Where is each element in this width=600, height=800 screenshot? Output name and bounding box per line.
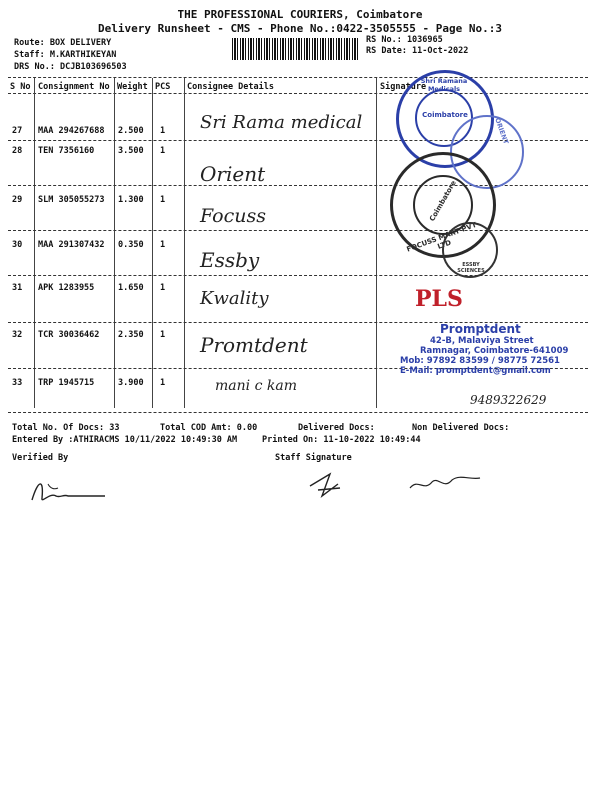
row-pcs: 1	[160, 195, 166, 205]
row-consignment: TCR 30036462	[38, 330, 100, 340]
verified-signature	[20, 470, 130, 510]
route-label: Route: BOX DELIVERY	[14, 38, 112, 48]
delivered-docs: Delivered Docs:	[298, 423, 375, 433]
handwritten-phone: 9489322629	[470, 393, 547, 407]
row-weight: 3.900	[118, 378, 144, 388]
row-weight: 1.300	[118, 195, 144, 205]
col-sno: S No	[10, 82, 31, 92]
company-title: THE PROFESSIONAL COURIERS, Coimbatore	[177, 8, 423, 21]
drs-label: DRS No.: DCJB103696503	[14, 62, 127, 72]
orient-stamp: ORIENT	[450, 115, 524, 189]
row-consignee-handwriting: Focuss	[200, 205, 266, 227]
col-consignee: Consignee Details	[187, 82, 274, 92]
col-weight: Weight	[117, 82, 148, 92]
row-pcs: 1	[160, 126, 166, 136]
staff-label: Staff: M.KARTHIKEYAN	[14, 50, 117, 60]
row-consignee-handwriting: Essby	[200, 248, 260, 272]
row-pcs: 1	[160, 240, 166, 250]
row-weight: 3.500	[118, 146, 144, 156]
row-sno: 33	[12, 378, 23, 388]
row-consignment: TEN 7356160	[38, 146, 95, 156]
row-sno: 30	[12, 240, 23, 250]
row-weight: 0.350	[118, 240, 144, 250]
essby-stamp: ESSBY SCIENCES	[442, 222, 498, 278]
rs-no: RS No.: 1036965	[366, 35, 443, 45]
row-pcs: 1	[160, 378, 166, 388]
row-pcs: 1	[160, 283, 166, 293]
row-pcs: 1	[160, 146, 166, 156]
entered-by: Entered By :ATHIRACMS 10/11/2022 10:49:30 AM	[12, 435, 238, 445]
total-cod: Total COD Amt: 0.00	[160, 423, 258, 433]
barcode	[232, 38, 360, 60]
col-signature: Signature	[380, 82, 427, 92]
row-sno: 29	[12, 195, 23, 205]
staff-signature	[300, 466, 490, 506]
row-consignee-handwriting: Orient	[200, 162, 266, 186]
row-sno: 28	[12, 146, 23, 156]
row-consignment: APK 1283955	[38, 283, 95, 293]
col-pcs: PCS	[155, 82, 171, 92]
row-consignment: MAA 291307432	[38, 240, 105, 250]
row-consignment: SLM 305055273	[38, 195, 105, 205]
focuss-stamp: FOCUSS MART PVT LTD Coimbatore	[390, 152, 496, 258]
row-weight: 1.650	[118, 283, 144, 293]
row-sno: 31	[12, 283, 23, 293]
row-consignee-handwriting: Promtdent	[200, 333, 308, 357]
row-pcs: 1	[160, 330, 166, 340]
promptdent-stamp: Promptdent 42-B, Malaviya Street Ramnagar, Coimbatore-641009 Mob: 97892 83599 / 98775 72561 E-Mail: promptdent@gmail.com	[400, 322, 569, 376]
staff-signature-label: Staff Signature	[275, 453, 352, 463]
col-consignment: Consignment No	[38, 82, 110, 92]
rs-date: RS Date: 11-Oct-2022	[366, 46, 469, 56]
total-docs: Total No. Of Docs: 33	[12, 423, 120, 433]
row-divider	[8, 275, 588, 276]
verified-by-label: Verified By	[12, 453, 69, 463]
medical-stamp: Shri Ramana Medicals Coimbatore	[396, 70, 494, 168]
runsheet-subtitle: Delivery Runsheet - CMS - Phone No.:0422-3505555 - Page No.:3	[98, 22, 502, 35]
row-weight: 2.350	[118, 330, 144, 340]
printed-on: Printed On: 11-10-2022 10:49:44	[262, 435, 421, 445]
row-weight: 2.500	[118, 126, 144, 136]
row-sno: 27	[12, 126, 23, 136]
row-consignment: MAA 294267688	[38, 126, 105, 136]
row-consignee-handwriting: mani c kam	[215, 378, 297, 394]
row-sno: 32	[12, 330, 23, 340]
row-consignment: TRP 1945715	[38, 378, 95, 388]
pls-mark: PLS	[415, 286, 463, 312]
row-consignee-handwriting: Sri Rama medical	[200, 112, 363, 133]
row-consignee-handwriting: Kwality	[200, 288, 269, 309]
row-divider	[8, 230, 588, 231]
non-delivered-docs: Non Delivered Docs:	[412, 423, 510, 433]
